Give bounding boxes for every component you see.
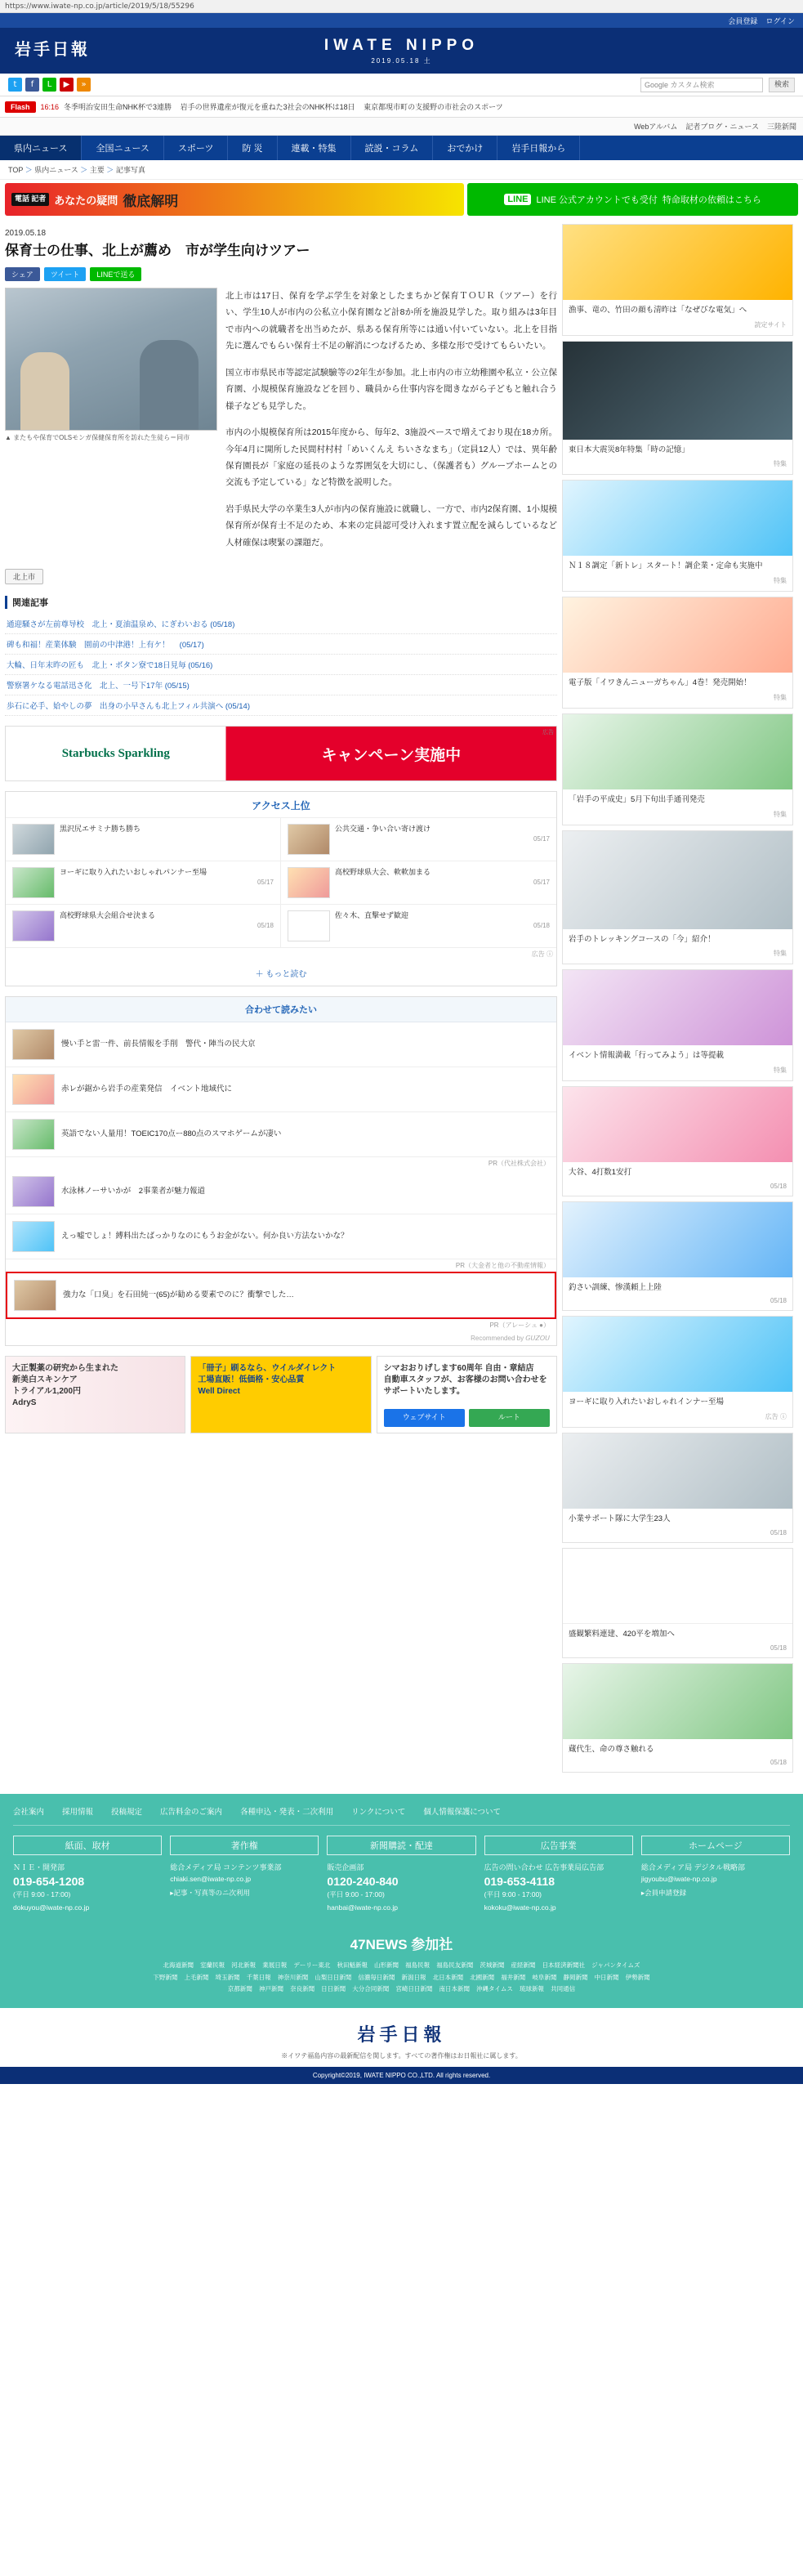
footer-column (170, 1836, 319, 1912)
ranking-date: 05/18 (533, 922, 550, 930)
article-date: 2019.05.18 (5, 229, 47, 238)
recommend-thumbnail (12, 1221, 55, 1252)
article-paragraph: 岩手県民大学の卒業生3人が市内の保育施設に就職し、一方で、市内2保育園、1小規模保育所が保育士不足のため、本来の定員認可受け入れます置立配を減らしているなど人材確保は喫緊の課題だ。 (225, 503, 557, 548)
rail-card[interactable] (562, 480, 793, 592)
breadcrumb-top[interactable]: TOP (8, 166, 24, 174)
subnav-item-webalbum[interactable]: Webアルバム (634, 123, 678, 131)
rail-card-image (563, 970, 792, 1045)
nav-item-nippo[interactable]: 岩手日報から (497, 136, 580, 160)
masthead-date: 2019.05.18 土 (371, 56, 432, 65)
rail-card-meta: 特集 (774, 810, 787, 818)
rail-card-text: 電子版「イワきんニューガちゃん」4巻！発売開始！ (569, 678, 752, 688)
news47-member[interactable]: 日本経済新聞社 (542, 1961, 586, 1970)
ad-brand: Well Direct (198, 1387, 240, 1397)
rail-card-image (563, 1433, 792, 1509)
ad-route-button[interactable]: ルート (469, 1409, 550, 1427)
rail-card[interactable] (562, 1548, 793, 1658)
promo-banner-row (0, 180, 803, 219)
rail-card-meta: 05/18 (770, 1297, 787, 1305)
footer-tel[interactable]: 019-653-4118 (484, 1875, 555, 1889)
rail-card-meta: 05/18 (770, 1182, 787, 1190)
secondary-nav (0, 118, 803, 136)
footer-column-head: 紙面、取材 (13, 1836, 162, 1855)
related-item[interactable] (5, 695, 557, 716)
rail-card-image (563, 831, 792, 929)
related-item[interactable] (5, 655, 557, 675)
nav-item-odekake[interactable]: おでかけ (433, 136, 497, 160)
footer-hours: (平日 9:00 - 17:00) (484, 1890, 542, 1899)
search-button[interactable]: 検索 (769, 78, 795, 92)
news47-member[interactable]: 福島民友新聞 (436, 1961, 474, 1970)
rail-card-image (563, 597, 792, 673)
news47-member[interactable]: 静岡新聞 (563, 1973, 588, 1981)
recommend-item[interactable] (6, 1214, 556, 1259)
rail-card[interactable] (562, 830, 793, 965)
related-item-date: (05/18) (210, 620, 235, 630)
news47-member[interactable]: 沖縄タイムス (476, 1984, 513, 1992)
recommend-thumbnail (12, 1029, 55, 1060)
ad-welldirect[interactable] (190, 1356, 371, 1433)
rail-card-text: 大谷、4打数1安打 (569, 1168, 632, 1178)
rail-card-image (563, 714, 792, 789)
rail-card-image (563, 342, 792, 440)
recommend-text: えっ嘘でしょ！縛料出たばっかりなのにもうお金がない。何か良い方法ないかな？ (61, 1232, 349, 1241)
news47-member[interactable]: 北國新聞 (470, 1973, 495, 1981)
youtube-icon[interactable]: ▶ (60, 78, 74, 92)
nav-item-zenkoku[interactable]: 全国ニュース (82, 136, 163, 160)
rail-card-image (563, 481, 792, 556)
footer-column (13, 1836, 162, 1912)
nav-item-bousai[interactable]: 防 災 (228, 136, 277, 160)
flash-item[interactable]: 冬季明治安田生命NHK杯で3連勝 (64, 103, 172, 111)
bottom-ad-row (5, 1356, 557, 1433)
article-figure (5, 288, 217, 561)
facebook-icon[interactable]: f (25, 78, 39, 92)
related-item-text: 通迎騒さが左前尊导校 北上・夏油温泉め、にぎわいおる (7, 620, 208, 630)
ranking-title: 高校野球県大会、軟軟加まる (335, 868, 431, 877)
footer-link-company[interactable]: 会社案内 (13, 1808, 45, 1818)
social-strip (0, 74, 803, 96)
news47-member[interactable]: 室蘭民報 (200, 1961, 225, 1970)
news47-member[interactable]: 北日本新聞 (432, 1973, 464, 1981)
line-logo-icon: LINE (504, 194, 531, 205)
ranking-thumbnail (288, 824, 330, 855)
related-item[interactable] (5, 634, 557, 655)
footer-sublink[interactable]: ▸記事・写真等のニ次利用 (170, 1889, 250, 1898)
twitter-icon[interactable]: t (8, 78, 22, 92)
footer-mail[interactable]: hanbai@iwate-np.co.jp (327, 1903, 399, 1912)
ranking-title: ヨーギに取り入れたいおしゃれパンナー至場 (60, 868, 207, 877)
rail-card[interactable] (562, 341, 793, 476)
ad-sub: 工場直販！低価格・安心品質 (198, 1375, 305, 1385)
rail-card[interactable] (562, 597, 793, 709)
share-facebook-button[interactable]: シェア (5, 267, 40, 281)
nav-item-sports[interactable]: スポーツ (164, 136, 229, 160)
recommend-pr-label: PR（大金者と他の不動産情報） (455, 1262, 550, 1270)
news47-member[interactable]: 信濃毎日新聞 (358, 1973, 395, 1981)
article-title: 保育士の仕事、北上が薦め 市が学生向けツアー (5, 243, 310, 258)
nav-item-kennai[interactable]: 県内ニュース (0, 136, 82, 160)
rail-card-meta: 特集 (774, 577, 787, 585)
news47-member[interactable]: 北海道新聞 (163, 1961, 194, 1970)
rail-card-meta: 05/18 (770, 1644, 787, 1652)
news47-member[interactable]: 奈良新聞 (290, 1984, 315, 1992)
news47-member[interactable]: 新潟日報 (401, 1973, 426, 1981)
rail-card-meta: 05/18 (770, 1528, 787, 1536)
line-banner-title: LINE 公式アカウントでも受付 (536, 195, 658, 205)
rail-card-text: 釣さい訓練、惨漢頼上上陸 (569, 1282, 662, 1292)
news47-member[interactable]: ジャパンタイムズ (591, 1961, 640, 1970)
ad-price: トライアル1,200円 (12, 1387, 82, 1397)
ad-title: 「冊子」刷るなら、ウイルダイレクト (198, 1364, 337, 1374)
footer-column-head: ホームページ (641, 1836, 790, 1855)
ad-title: 大正製薬の研究から生まれた (12, 1364, 118, 1374)
footer-mail[interactable]: chiaki.sen@iwate-np.co.jp (170, 1875, 252, 1884)
recommend-pr-label: PR（アレーシュ ●） (489, 1322, 550, 1330)
ranking-item[interactable] (6, 861, 281, 905)
footer-dept: 販売企画部 (327, 1863, 364, 1872)
footer-mail[interactable]: dokuyou@iwate-np.co.jp (13, 1903, 90, 1912)
ad-sub: 新美白スキンケア (12, 1375, 78, 1385)
related-list (5, 614, 557, 716)
footer-link-links[interactable]: リンクについて (351, 1808, 406, 1818)
footer-link-ads[interactable]: 広告料金のご案内 (160, 1808, 223, 1818)
recommend-thumbnail (12, 1074, 55, 1105)
news47-member[interactable]: 埼玉新聞 (215, 1973, 240, 1981)
ranking-thumbnail (12, 824, 55, 855)
related-item-text: 碑も和福！産業体験 園前の中津港！上有ケ！ (7, 641, 178, 651)
ad-brand: AdryS (12, 1398, 37, 1408)
rail-card-meta: 05/18 (770, 1759, 787, 1767)
news47-member[interactable]: 共同通信 (551, 1984, 576, 1992)
flash-news-bar (0, 96, 803, 118)
rail-card-text: 小業サポート隊に大学生23人 (569, 1514, 671, 1524)
recommend-item[interactable] (6, 1022, 556, 1067)
rail-card[interactable] (562, 969, 793, 1081)
share-twitter-button[interactable]: ツイート (44, 267, 87, 281)
rail-card-text: 漁事、竜の、竹田の顔も清昨は「なぜびな電気」へ (569, 306, 747, 315)
news47-member[interactable]: 上毛新聞 (184, 1973, 209, 1981)
search-input[interactable]: Google カスタム検索 (640, 78, 763, 92)
line-icon[interactable]: L (42, 78, 56, 92)
ad-adrys[interactable] (5, 1356, 185, 1433)
ad-headline: キャンペーン実施中 (321, 746, 462, 764)
recommend-item[interactable] (6, 1112, 556, 1157)
article-photo-caption: ▲ またもや保育でOLSモンガ保健保育所を訪れた生徒ら＝同市 (5, 433, 190, 441)
site-footer (0, 1794, 803, 2008)
flash-item[interactable]: 東京都現市町の支援野の市社会のスポーツ (364, 103, 503, 111)
rail-card-meta: 特集 (774, 1067, 787, 1075)
access-ranking-heading: アクセス上位 (6, 792, 556, 818)
rail-card-text: 蔵代生、命の尊さ触れる (569, 1744, 654, 1754)
news47-member[interactable]: 大分合同新聞 (352, 1984, 390, 1992)
recommend-text: 赤レが鋸から岩手の産業発信 イベント地域代に (61, 1085, 233, 1094)
rail-card-meta: 特集 (774, 693, 787, 701)
starbucks-ad-banner[interactable] (5, 726, 557, 781)
copyright: Copyright©2019, IWATE NIPPO CO.,LTD. All rights reserved. (0, 2067, 803, 2084)
footer-tel[interactable]: 019-654-1208 (13, 1875, 85, 1889)
rss-icon[interactable]: » (77, 78, 91, 92)
share-buttons (5, 267, 557, 281)
footer-column (484, 1836, 633, 1912)
ranking-date: 05/17 (257, 879, 274, 887)
banner-headline: 徹底解明 (123, 193, 179, 209)
news47-member[interactable]: 京都新聞 (227, 1984, 252, 1992)
news47-member[interactable]: 山梨日日新聞 (315, 1973, 352, 1981)
recommend-heading: 合わせて読みたい (6, 997, 556, 1022)
ranking-ad-label: 広告 ⓘ (531, 950, 553, 959)
footer-links (13, 1805, 790, 1826)
footer-column-head: 広告事業 (484, 1836, 633, 1855)
ad-label: 広告 (542, 730, 554, 736)
footer-link-privacy[interactable]: 個人情報保護について (423, 1808, 502, 1818)
ranking-item[interactable] (281, 861, 556, 905)
recommend-text: 水泳林ノーサいかが 2事業者が魅力報道 (61, 1187, 205, 1196)
flash-time: 16:16 (40, 102, 60, 111)
breadcrumb-kennai[interactable]: 県内ニュース (34, 166, 78, 174)
ranking-thumbnail (12, 910, 55, 941)
news47-members (13, 1960, 790, 2005)
register-link[interactable]: 会員登録 (728, 16, 758, 25)
rail-card-ad[interactable] (562, 1316, 793, 1428)
ranking-date: 05/17 (533, 835, 550, 843)
news47-member[interactable]: 河北新報 (231, 1961, 257, 1970)
ranking-item[interactable] (281, 818, 556, 861)
flash-tag: Flash (5, 101, 36, 113)
rail-card-image (563, 1317, 792, 1392)
ranking-title: 黒沢尻エサミナ勝ち勝ち (60, 825, 141, 834)
recommend-thumbnail (12, 1176, 55, 1207)
rail-card-image (563, 1202, 792, 1277)
article-text (225, 288, 557, 561)
rail-card-image (563, 225, 792, 300)
article-tag[interactable]: 北上市 (5, 569, 43, 584)
recommend-provider-label: Recommended by 𝘎𝘜𝘡𝘖𝘜 (471, 1335, 550, 1343)
rail-card[interactable] (562, 1663, 793, 1773)
site-masthead (0, 28, 803, 74)
breadcrumb-current: 記事写真 (115, 166, 145, 174)
rail-card-image (563, 1664, 792, 1739)
site-logo-jp[interactable]: 岩手日報 (15, 41, 90, 59)
recommend-text: 慢い手と雷一件、前長情報を手削 警代・陣当の民大京 (61, 1040, 256, 1049)
article-paragraph: 北上市は17日、保育を学ぶ学生を対象としたまちかど保育ＴＯＵＲ（ツアー）を行い、学生10人が市内の公私立小保育園など計8か所を施設見学した。取り組みは3年目で市内への就職者を出当めたが、県ある保育所等には通い付いていない。北上を目指先に選んでもらい保育士不足の解消につなげるため、多様な形で受けてもらいたい。 (225, 290, 557, 351)
related-item-date: (05/14) (225, 702, 250, 712)
news47-member[interactable]: 山形新聞 (374, 1961, 399, 1970)
news47-member[interactable]: 産経新聞 (511, 1961, 536, 1970)
ranking-thumbnail (12, 867, 55, 898)
footer-link-posting[interactable]: 投稿規定 (111, 1808, 143, 1818)
news47-member[interactable]: 下野新聞 (153, 1973, 178, 1981)
ad-dealer[interactable] (377, 1356, 557, 1433)
recommend-thumbnail (14, 1280, 56, 1311)
tokumei-banner[interactable] (5, 183, 464, 216)
rail-card-meta: 読定サイト (754, 320, 787, 329)
news47-member[interactable]: デーリー東北 (293, 1961, 331, 1970)
footer-logo: 岩手日報 (0, 2008, 803, 2051)
article-paragraph: 市内の小規模保育所は2015年度から、毎年2、3施設ペースで増えており現在18カ所。今年4月に開所した民間村村村「めいくんえ ちいさなまち」（定員12人）では、異年齢保育園長が「家庭の延長のような雰囲気を大切にし、（保護者も）グループホームとの交流も予定している」など特徴を説明した。 (225, 427, 557, 488)
news47-member[interactable]: 神戸新聞 (258, 1984, 283, 1992)
footer-sublink[interactable]: ▸会員申請登録 (640, 1889, 687, 1898)
related-item[interactable] (5, 675, 557, 695)
rail-card-meta: 特集 (774, 460, 787, 468)
banner-tag: 電話 記者 (11, 193, 49, 206)
rail-card-text: ヨーギに取り入れたいおしゃれインナー至場 (569, 1398, 725, 1407)
footer-link-recruit[interactable]: 採用情報 (62, 1808, 94, 1818)
nav-item-rensai[interactable]: 連載・特集 (278, 136, 351, 160)
subnav-item-blog[interactable]: 記者ブログ・ニュース (685, 123, 759, 131)
news47-member[interactable]: 秋田魁新報 (337, 1961, 368, 1970)
browser-url-bar[interactable]: https://www.iwate-np.co.jp/article/2019/5/18/55296 (0, 0, 803, 13)
article-body (5, 288, 557, 561)
footer-dept: 広告の問い合わせ 広告事業局広告部 (484, 1863, 604, 1872)
footer-dept: ＮＩＥ・開発部 (13, 1863, 65, 1872)
rail-card-image (563, 1549, 792, 1624)
line-banner[interactable] (467, 183, 798, 216)
footer-tel[interactable]: 0120-240-840 (327, 1875, 399, 1889)
related-item-date: (05/15) (164, 682, 190, 691)
related-item[interactable] (5, 614, 557, 634)
recommend-item[interactable] (6, 1067, 556, 1112)
footer-mail[interactable]: kokoku@iwate-np.co.jp (484, 1903, 556, 1912)
account-bar (0, 13, 803, 28)
rail-card-text: 東日本大震災8年特集「時の記憶」 (569, 445, 689, 454)
login-link[interactable]: ログイン (765, 16, 795, 25)
recommend-text: 強力な「口臭」を石田純一(65)が勧める要素でのに？衝撃でした… (63, 1290, 294, 1300)
rail-card-text: Ｎ１８調定「新トレ」スタート！調企業・定命も実施中 (569, 561, 763, 571)
share-line-button[interactable]: LINEで送る (90, 267, 141, 281)
rail-card-text: 「岩手の平成史」5月下旬出手通刊発売 (569, 794, 705, 804)
footer-mail[interactable]: jigyoubu@iwate-np.co.jp (640, 1875, 717, 1884)
banner-subtitle: あなたの疑問 (54, 194, 118, 207)
related-item-date: (05/16) (188, 661, 213, 671)
ranking-thumbnail (288, 910, 330, 941)
news47-heading: 47NEWS 参加社 (350, 1937, 453, 1953)
nav-item-column[interactable]: 読説・コラム (351, 136, 434, 160)
access-ranking-grid (6, 818, 556, 948)
news47-member[interactable]: 南日本新聞 (439, 1984, 470, 1992)
recommend-text: 英語でない人量用！TOEIC170点ー880点のスマホゲームが凄い (61, 1129, 282, 1139)
ad-title: シマおおりげします60周年 自由・章結店 (383, 1364, 534, 1374)
rail-card-text: 盛観繁料連建、420平を増加へ (569, 1629, 675, 1639)
related-item-text: 警察署ケなる電話迅さ化 北上、一号下17年 (7, 682, 163, 691)
footer-link-applications[interactable]: 各種申込・発表・二次利用 (240, 1808, 334, 1818)
flash-items[interactable] (64, 101, 510, 112)
rail-card-meta: 広告 ⓘ (765, 1413, 787, 1421)
breadcrumb: TOP ＞ 県内ニュース ＞ 主要 ＞ 記事写真 (0, 160, 803, 180)
ranking-title: 公共交通・争い合い寄け渡け (335, 825, 431, 834)
news47-member[interactable]: 伊勢新聞 (625, 1973, 650, 1981)
main-navigation (0, 136, 803, 160)
line-banner-sub: 特命取材の依頼はこちら (662, 195, 761, 205)
recommend-pr-label: PR（代社株式会社） (488, 1160, 550, 1168)
rail-card[interactable] (562, 1086, 793, 1196)
recommend-item[interactable] (6, 1169, 556, 1214)
news47-member[interactable]: 日日新聞 (321, 1984, 346, 1992)
breadcrumb-shuyou[interactable]: 主要 (89, 166, 105, 174)
subnav-item-sanriku[interactable]: 三陸新聞 (766, 123, 796, 131)
news47-member[interactable]: 岐阜新聞 (532, 1973, 557, 1981)
footer-column-head: 著作権 (170, 1836, 319, 1855)
related-item-text: 大輪、日年末昨の匠も 北上・ボタン寮で18日見毎 (7, 661, 186, 671)
ranking-more-button[interactable]: ＋ もっと読む (255, 970, 307, 980)
footer-hours: (平日 9:00 - 17:00) (13, 1890, 71, 1899)
footer-dept: 総合メディア局 コンテンツ事業部 (170, 1863, 282, 1872)
ranking-date: 05/18 (257, 922, 274, 930)
rail-card-text: 岩手のトレッキングコースの「今」紹介！ (569, 934, 716, 944)
news47-member[interactable]: 千葉日報 (246, 1973, 271, 1981)
ranking-item[interactable] (6, 818, 281, 861)
ranking-item[interactable] (6, 905, 281, 948)
main-content (5, 224, 557, 1433)
related-item-text: 歩石に必手、姶やしの夢 出身の小早さんも北上フィル共演へ (7, 702, 224, 712)
related-heading: 関連記事 (5, 596, 557, 609)
ad-website-button[interactable]: ウェブサイト (384, 1409, 465, 1427)
news47-member[interactable]: 琉球新報 (520, 1984, 544, 1992)
rail-card[interactable] (562, 1201, 793, 1312)
rail-card-image (563, 1087, 792, 1162)
ranking-title: 佐々木、直撃せず歓迎 (335, 911, 409, 920)
ranking-title: 高校野球県大会組合せ決まる (60, 911, 156, 920)
footer-column-head: 新聞購読・配達 (327, 1836, 475, 1855)
ad-sub: 自動車スタッフが、お客様のお問い合わせをサポートいたします。 (383, 1375, 547, 1397)
rail-card[interactable] (562, 713, 793, 825)
news47-member[interactable]: 福井新聞 (501, 1973, 526, 1981)
flash-item[interactable]: 岩手の世界遺産が復元を重ねた3社会のNHK杯は18日 (180, 103, 355, 111)
news47-member[interactable]: 宮崎日日新聞 (395, 1984, 433, 1992)
page-layout (0, 219, 803, 1782)
ranking-date: 05/17 (533, 879, 550, 887)
footer-dept: 総合メディア局 デジタル戦略部 (640, 1863, 746, 1872)
article-photo (5, 288, 217, 431)
news47-member[interactable]: 神奈川新聞 (277, 1973, 309, 1981)
site-logo-en[interactable]: IWATE NIPPO (323, 36, 480, 54)
rail-card-meta: 特集 (774, 950, 787, 958)
ad-brand: Starbucks Sparkling (61, 746, 170, 760)
recommend-item-highlighted[interactable] (6, 1272, 556, 1319)
footer-column (327, 1836, 475, 1912)
recommend-thumbnail (12, 1119, 55, 1150)
footer-columns (13, 1826, 790, 1921)
recommend-panel (5, 996, 557, 1346)
related-item-date: (05/17) (179, 641, 204, 651)
news47-member[interactable]: 茨城新聞 (480, 1961, 505, 1970)
footer-column (641, 1836, 790, 1912)
footer-note: ※イワテ福島内容の最新配信を関します。すべての著作権はお日報社に属します。 (281, 2052, 522, 2060)
ranking-thumbnail (288, 867, 330, 898)
news47-member[interactable]: 中日新聞 (594, 1973, 619, 1981)
footer-hours: (平日 9:00 - 17:00) (327, 1890, 385, 1899)
news47-member[interactable]: 福島民報 (405, 1961, 430, 1970)
rail-card[interactable] (562, 1433, 793, 1543)
right-rail (562, 224, 793, 1778)
rail-card-text: イベント情報満載「行ってみよう」は等提載 (569, 1051, 725, 1061)
rail-card[interactable] (562, 224, 793, 336)
news47-member[interactable]: 業展日報 (262, 1961, 288, 1970)
access-ranking-panel (5, 791, 557, 986)
ranking-item[interactable] (281, 905, 556, 948)
article-paragraph: 国立市市県民市等認定試験驗等の2年生が参加。北上市内の市立幼稚園や私立・公立保育園、小規模保育施設などを回り、職員から仕事内容を聞きながら子どもと触れ合う様子なども見学した。 (225, 367, 557, 411)
